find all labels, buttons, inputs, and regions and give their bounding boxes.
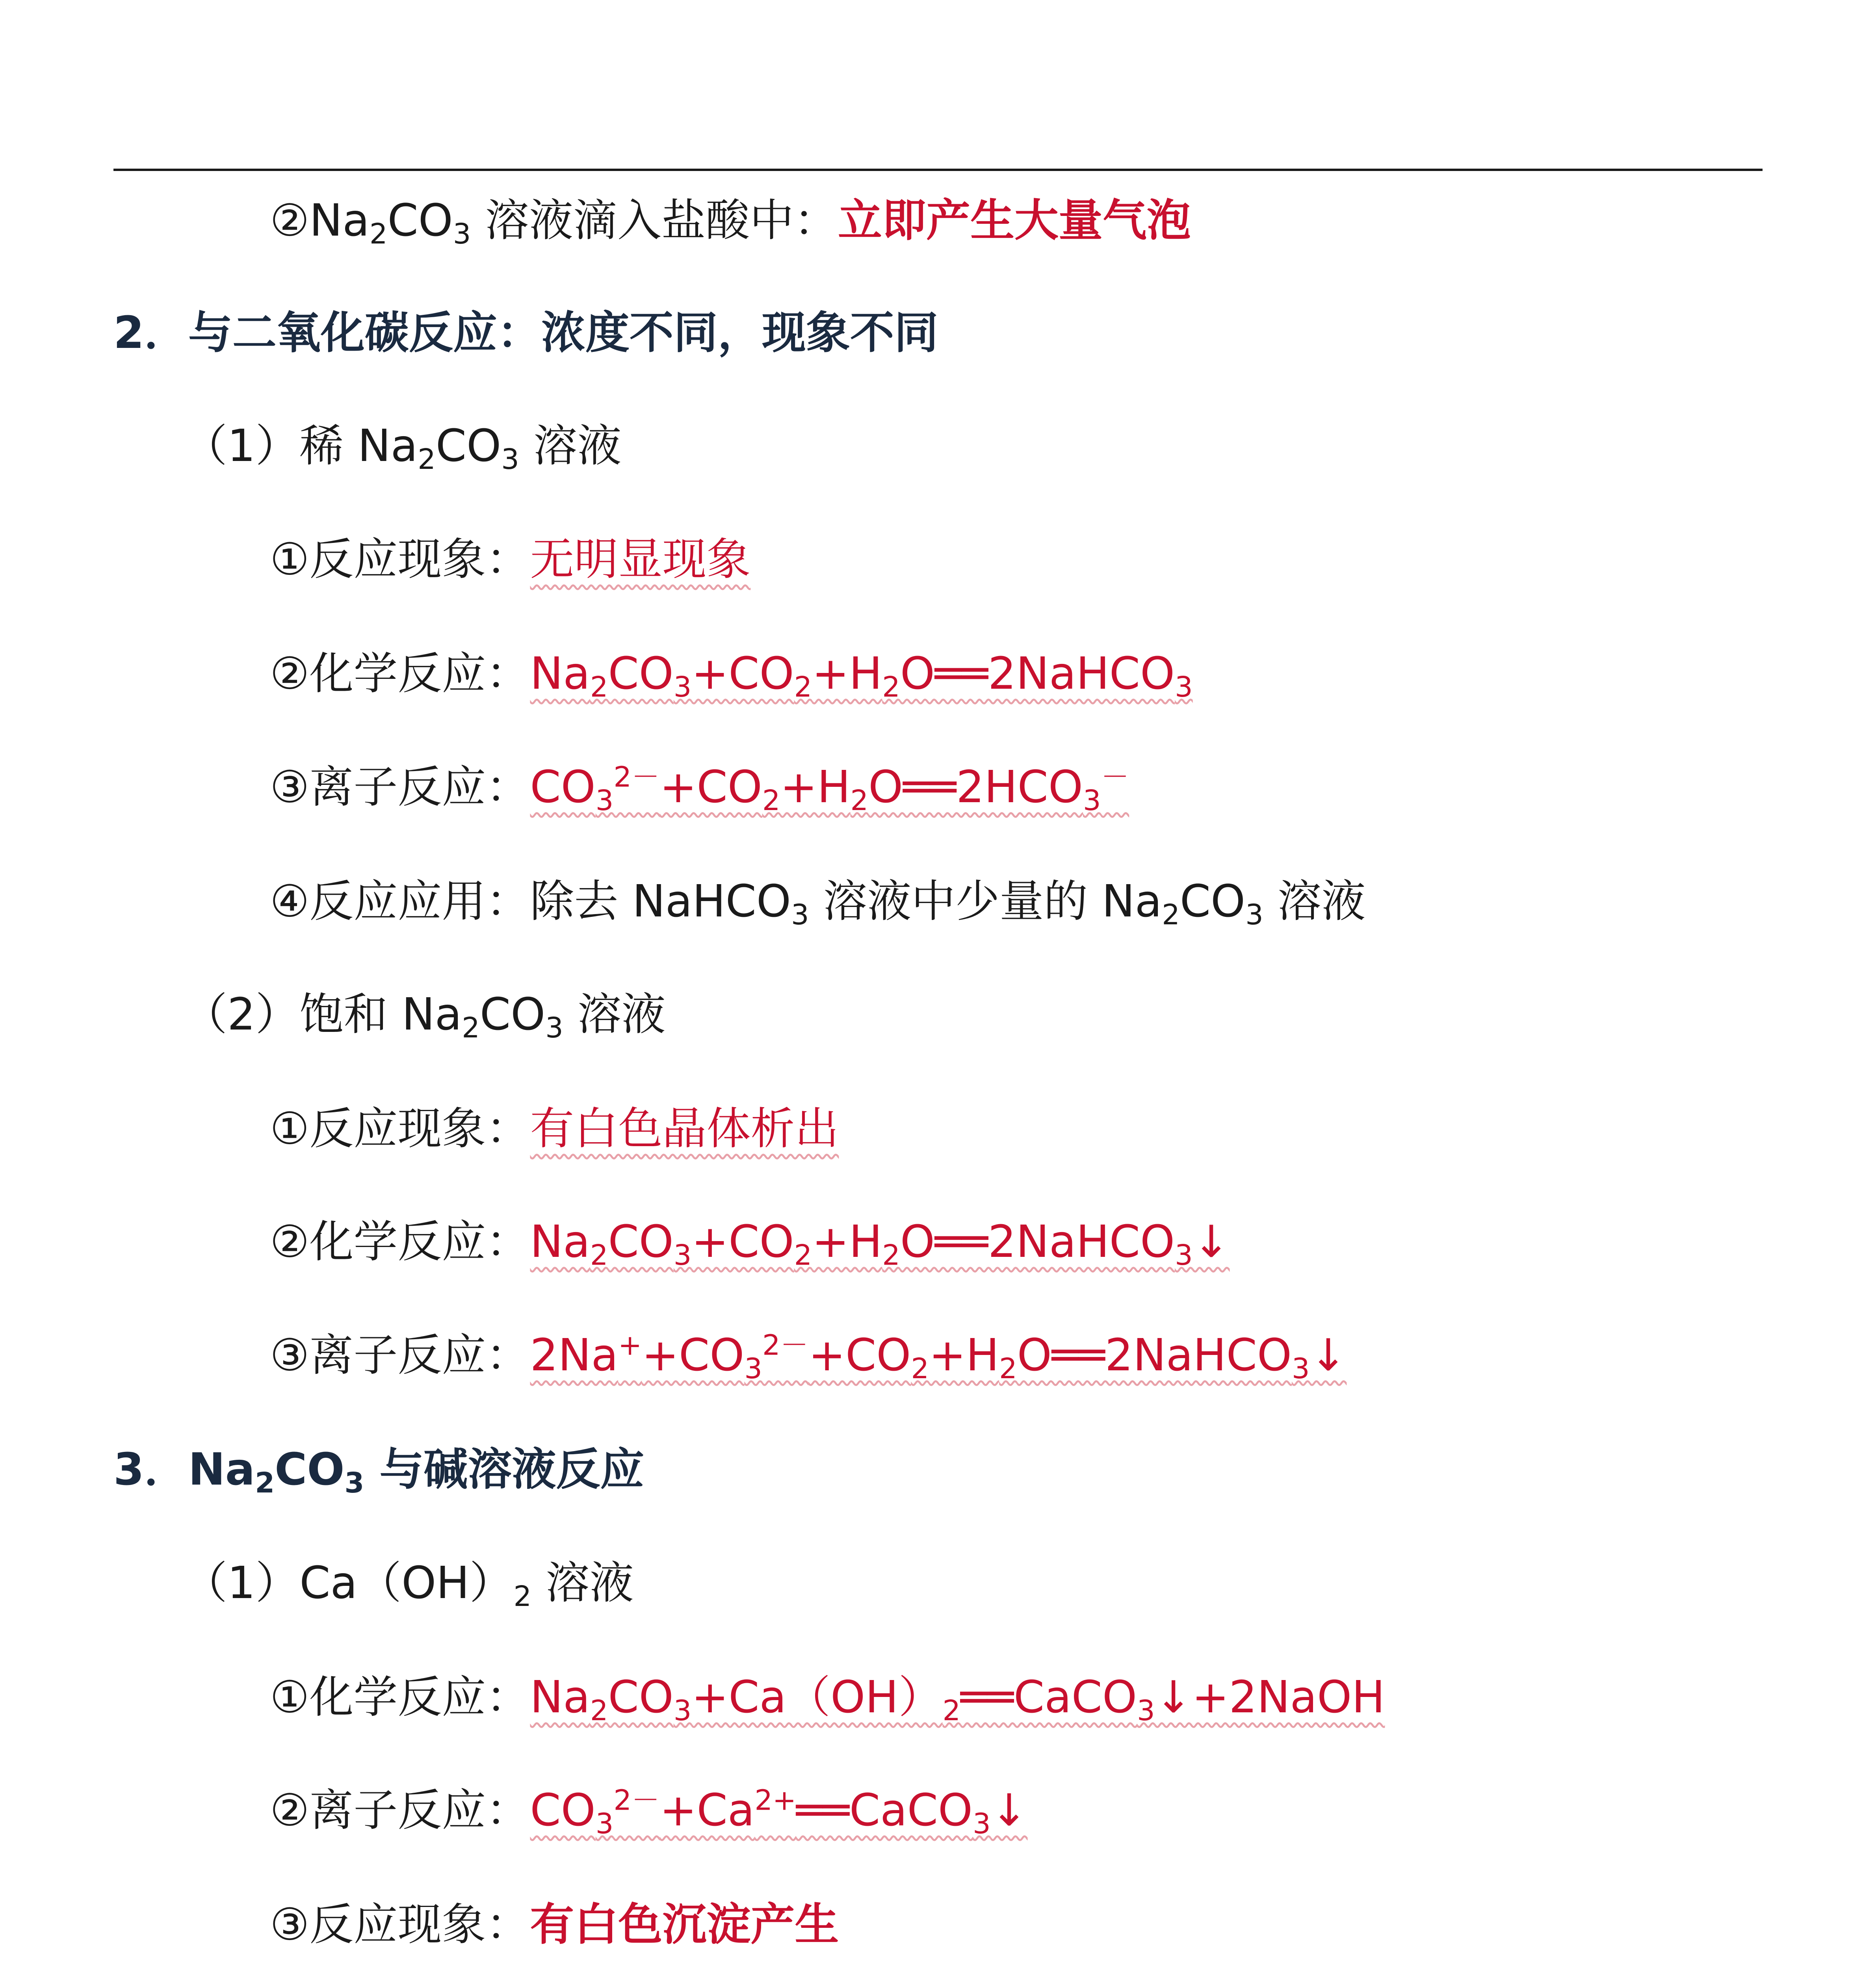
line-value: 无明显现象 (530, 534, 751, 585)
line-value: 立即产生大量气泡 (838, 195, 1191, 246)
line-value: $Na_2CO_3+CO_2+H_2O══2NaHCO_3$ (530, 648, 1193, 704)
line-label: $②Na_2CO_3$ 溶液滴入盐酸中： (270, 195, 838, 251)
line-equation-saturated: ②化学反应：$Na_2CO_3+CO_2+H_2O══2NaHCO_3↓$ (270, 1216, 1230, 1272)
line-application: ④反应应用：除去 NaHCO$_3$ 溶液中少量的 $Na_2CO_3$ 溶液 (270, 876, 1366, 931)
line-ionic-dilute: ③离子反应：$CO_3^{2-}+CO_2+H_2O══2HCO_3^-$ (270, 760, 1129, 817)
section-heading-co2: 2．与二氧化碳反应：浓度不同，现象不同 (113, 307, 938, 359)
line-equation-dilute: ②化学反应：$Na_2CO_3+CO_2+H_2O══2NaHCO_3$ (270, 648, 1193, 704)
line-phenomenon-dilute: ①反应现象：无明显现象 (270, 534, 751, 585)
section-heading-base: 3．$Na_2CO_3$ 与碱溶液反应 (113, 1444, 645, 1500)
line-na2co3-into-hcl (270, 193, 1191, 251)
line-ionic-saturated: ③离子反应：$2Na^++CO_3^{2-}+CO_2+H_2O══2NaHCO_3↓$ (270, 1328, 1347, 1385)
line-phenomenon-ca: ③反应现象：有白色沉淀产生 (270, 1899, 839, 1950)
line-value: $Na_2CO_3+Ca(OH)_2══CaCO_3↓+2NaOH$ (530, 1672, 1385, 1727)
line-value: $Na_2CO_3+CO_2+H_2O══2NaHCO_3↓$ (530, 1216, 1230, 1272)
line-equation-ca: ①化学反应：$Na_2CO_3+Ca(OH)_2══CaCO_3↓+2NaOH$ (270, 1672, 1385, 1727)
header-rule (113, 169, 1763, 171)
subheading-caoh2: $(1)Ca(OH)_2$ 溶液 (183, 1557, 634, 1613)
line-value: 有白色晶体析出 (530, 1103, 839, 1154)
line-value: $CO_3^{2-}+CO_2+H_2O══2HCO_3^-$ (530, 760, 1129, 817)
subheading-dilute: （1）稀 $Na_2CO_3$ 溶液 (183, 420, 622, 476)
subheading-saturated: （2）饱和 $Na_2CO_3$ 溶液 (183, 989, 666, 1044)
line-value: $CO_3^{2-}+Ca^{2+}══CaCO_3↓$ (530, 1783, 1028, 1840)
line-phenomenon-saturated: ①反应现象：有白色晶体析出 (270, 1103, 839, 1154)
line-value: $2Na^++CO_3^{2-}+CO_2+H_2O══2NaHCO_3↓$ (530, 1328, 1347, 1385)
line-value: 有白色沉淀产生 (530, 1899, 839, 1950)
line-ionic-ca: ②离子反应：$CO_3^{2-}+Ca^{2+}══CaCO_3↓$ (270, 1783, 1028, 1840)
